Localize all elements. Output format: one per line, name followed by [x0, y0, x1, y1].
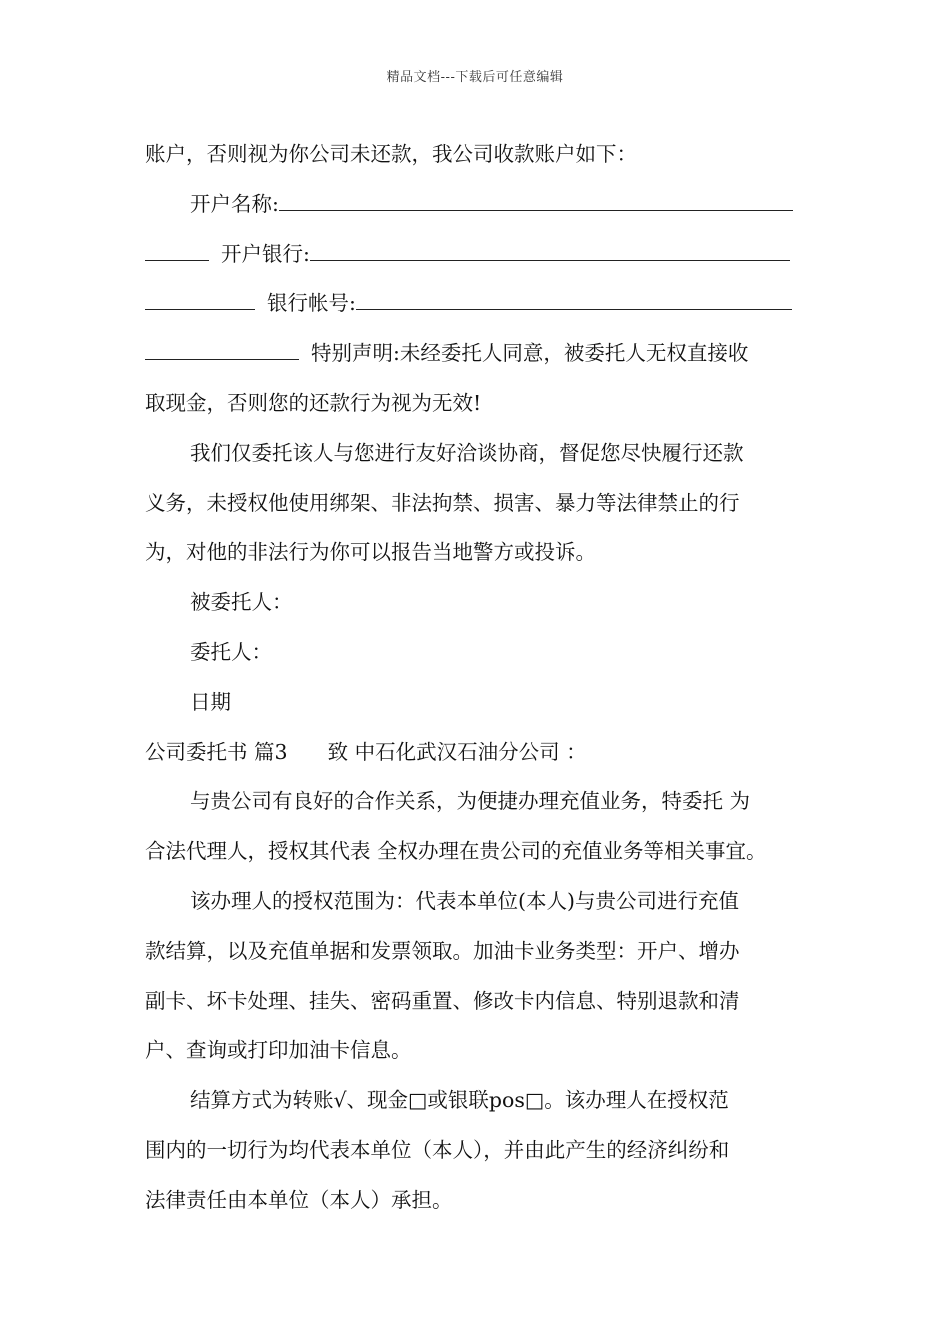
special-statement-row — [145, 329, 810, 379]
account-number-row — [145, 279, 810, 329]
blank-continuation — [145, 283, 255, 310]
account-name-row — [145, 180, 810, 230]
bank-name-label: 开户银行: — [221, 241, 310, 266]
addressee: 致 中石化武汉石油分公司 ： — [327, 739, 587, 764]
account-number-blank — [356, 283, 792, 310]
text-line: 与贵公司有良好的合作关系，为便捷办理充值业务，特委托 为 — [190, 789, 751, 814]
principal-label: 委托人： — [190, 639, 272, 664]
text-line: 义务，未授权他使用绑架、非法拘禁、损害、暴力等法律禁止的行 — [145, 490, 740, 515]
account-name-blank — [279, 184, 793, 211]
text-line: 结算方式为转账√、现金□或银联pos□。该办理人在授权范 — [190, 1088, 729, 1113]
text-line: 取现金，否则您的还款行为视为无效! — [145, 390, 482, 415]
bank-name-row — [145, 230, 810, 280]
text-line: 户、查询或打印加油卡信息。 — [145, 1038, 412, 1063]
date-label: 日期 — [190, 689, 231, 714]
trustee-label: 被委托人： — [190, 590, 293, 615]
section-title: 公司委托书 篇3 — [145, 739, 288, 764]
text-line: 副卡、坏卡处理、挂失、密码重置、修改卡内信息、特别退款和清 — [145, 988, 740, 1013]
page-header: 精品文档---下载后可任意编辑 — [386, 70, 564, 85]
text-line: 合法代理人，授权其代表 全权办理在贵公司的充值业务等相关事宜。 — [145, 839, 767, 864]
section-heading — [145, 728, 810, 778]
text-line: 该办理人的授权范围为：代表本单位(本人)与贵公司进行充值 — [190, 888, 739, 913]
text-line: 我们仅委托该人与您进行友好洽谈协商，督促您尽快履行还款 — [190, 440, 744, 465]
special-statement-text: 特别声明:未经委托人同意，被委托人无权直接收 — [311, 341, 749, 366]
text-line: 账户，否则视为你公司未还款，我公司收款账户如下： — [145, 142, 637, 166]
text-line: 为，对他的非法行为你可以报告当地警方或投诉。 — [145, 540, 596, 565]
blank-continuation — [145, 234, 209, 261]
account-number-label: 银行帐号: — [267, 291, 356, 316]
document-body — [145, 130, 810, 1226]
text-line: 围内的一切行为均代表本单位（本人），并由此产生的经济纠纷和 — [145, 1137, 730, 1162]
blank-continuation — [145, 333, 299, 360]
bank-name-blank — [310, 234, 790, 261]
text-line: 法律责任由本单位（本人）承担。 — [145, 1187, 453, 1212]
text-line: 款结算，以及充值单据和发票领取。加油卡业务类型：开户、增办 — [145, 938, 740, 963]
account-name-label: 开户名称: — [190, 191, 279, 216]
